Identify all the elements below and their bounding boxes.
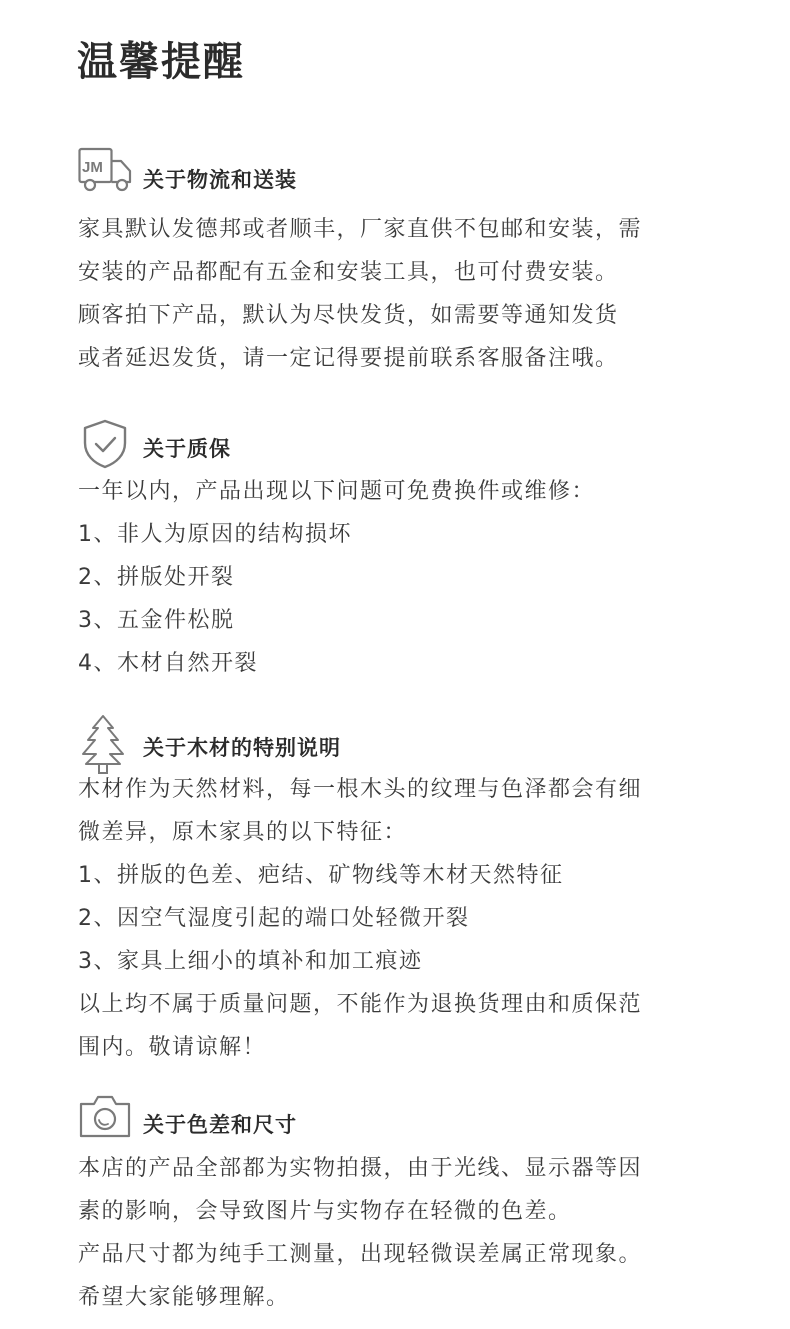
section-body: [78, 208, 718, 380]
body-line: 围内。敬请谅解！: [78, 1035, 267, 1060]
body-line: 2、拼版处开裂: [78, 565, 235, 590]
body-line: 木材作为天然材料，每一根木头的纹理与色泽都会有细: [78, 777, 643, 802]
body-line: 3、家具上细小的填补和加工痕迹: [78, 949, 423, 974]
body-line: 微差异，原木家具的以下特征：: [78, 820, 408, 845]
section-title: 关于质保: [143, 437, 231, 461]
section-header: [78, 418, 718, 468]
body-line: 或者延迟发货，请一定记得要提前联系客服备注哦。: [78, 346, 619, 371]
body-line: 1、非人为原因的结构损坏: [78, 522, 352, 547]
section-wood: [78, 714, 718, 1060]
section-header: [78, 1094, 718, 1144]
delivery-truck-icon: [78, 147, 134, 193]
body-line: 3、五金件松脱: [78, 608, 235, 633]
body-line: 2、因空气湿度引起的端口处轻微开裂: [78, 906, 470, 931]
body-line: 产品尺寸都为纯手工测量，出现轻微误差属正常现象。: [78, 1242, 643, 1267]
section-header: [78, 714, 718, 764]
section-body: [78, 768, 718, 1069]
section-body: [78, 470, 718, 685]
section-title: 关于物流和送装: [143, 168, 297, 192]
section-color-size: [78, 1094, 718, 1310]
section-header: [78, 147, 718, 197]
page-title: 温馨提醒: [77, 39, 245, 85]
tree-icon: [78, 714, 128, 776]
section-logistics: [78, 147, 718, 371]
truck-logo-text: JM: [82, 159, 103, 176]
body-line: 安装的产品都配有五金和安装工具，也可付费安装。: [78, 260, 619, 285]
section-warranty: [78, 418, 718, 676]
section-body: [78, 1147, 718, 1319]
body-line: 1、拼版的色差、疤结、矿物线等木材天然特征: [78, 863, 564, 888]
body-line: 素的影响，会导致图片与实物存在轻微的色差。: [78, 1199, 572, 1224]
camera-icon: [78, 1094, 132, 1140]
body-line: 家具默认发德邦或者顺丰，厂家直供不包邮和安装，需: [78, 217, 643, 242]
body-line: 希望大家能够理解。: [78, 1285, 290, 1310]
body-line: 本店的产品全部都为实物拍摄，由于光线、显示器等因: [78, 1156, 643, 1181]
body-line: 4、木材自然开裂: [78, 651, 258, 676]
section-title: 关于木材的特别说明: [143, 736, 341, 760]
section-title: 关于色差和尺寸: [143, 1113, 297, 1137]
body-line: 一年以内，产品出现以下问题可免费换件或维修：: [78, 479, 596, 504]
body-line: 以上均不属于质量问题，不能作为退换货理由和质保范: [78, 992, 643, 1017]
body-line: 顾客拍下产品，默认为尽快发货，如需要等通知发货: [78, 303, 619, 328]
shield-check-icon: [80, 418, 130, 470]
